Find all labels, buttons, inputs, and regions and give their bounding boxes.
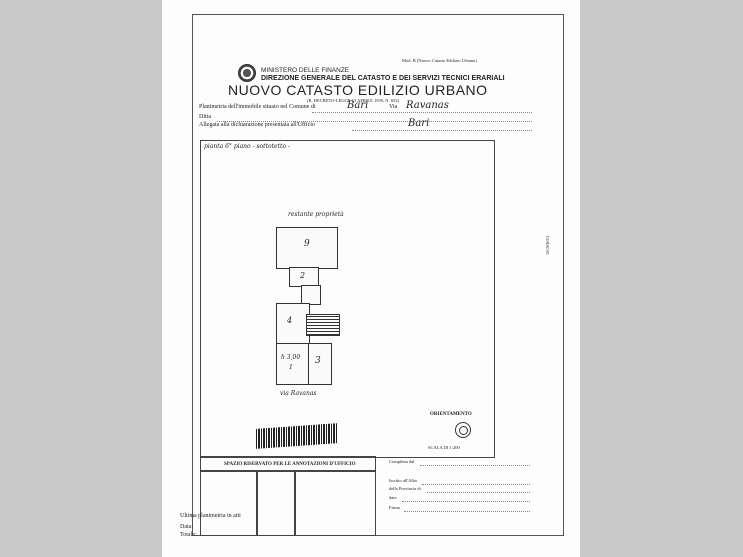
room-1-number: 1 (289, 364, 293, 371)
scale-label: SCALA DI 1:200 (428, 445, 460, 450)
firma-label: Firma (389, 505, 400, 510)
office-box-col-1 (256, 470, 258, 536)
room-9-number: 9 (304, 239, 310, 249)
room-1 (276, 343, 310, 385)
ditta-label: Ditta (199, 114, 211, 120)
via-label: Via (389, 104, 398, 110)
office-space-label: SPAZIO RISERVATO PER LE ANNOTAZIONI D'UFFICIO (224, 462, 356, 467)
ultima-planimetria-label: Ultima planimetria in atti (180, 513, 241, 519)
document-title: NUOVO CATASTO EDILIZIO URBANO (228, 82, 488, 98)
via-value: Ravanas (406, 100, 449, 111)
ministry-name: MINISTERO DELLE FINANZE (261, 67, 350, 74)
iscritto-label: Iscritto all'Albo (389, 478, 418, 483)
orientation-label: ORIENTAMENTO (430, 412, 472, 417)
floor-label: pianta 6° piano - sottotetto - (204, 143, 290, 150)
provincia-label: della Provincia di (389, 486, 421, 491)
totale-label: Totale: (180, 532, 197, 538)
comune-value: Bari (347, 100, 369, 111)
office-box-col-2 (294, 470, 296, 536)
address-line (312, 112, 532, 113)
room-3-number: 3 (315, 356, 321, 366)
planimetria-label: Planimetria dell'immobile situato nel Comune di (199, 104, 316, 110)
compass-icon (455, 422, 471, 438)
firma-line (404, 511, 530, 512)
document-sheet (162, 0, 580, 557)
office-box-divider (200, 470, 376, 472)
plan-area (200, 140, 495, 458)
republic-emblem-icon (238, 64, 256, 82)
room-3 (308, 343, 332, 385)
decree-reference: (R. DECRETO-LEGGE 13 APRILE 1939, N. 652) (307, 98, 400, 103)
courtyard-label: restante proprietà (288, 211, 344, 218)
staircase (306, 314, 340, 336)
directorate-name: DIREZIONE GENERALE DEL CATASTO E DEI SERVIZI TECNICI ERARIALI (261, 75, 505, 82)
room-4 (276, 303, 310, 345)
data-label-2: Data: (180, 524, 193, 530)
allegata-label: Allegata alla dichiarazione presentata all'Ufficio (199, 122, 315, 128)
data-line (402, 501, 530, 502)
room-dimension: h 3,00 (281, 354, 301, 361)
provincia-line (427, 492, 530, 493)
office-annotations-box (200, 456, 376, 536)
data-label: data (389, 495, 397, 500)
ufficio-value: Bari (408, 118, 430, 129)
room-2-number: 2 (300, 271, 306, 280)
side-code: CONSO 83 (545, 236, 550, 255)
room-4-number: 4 (287, 316, 293, 325)
ufficio-line (352, 130, 532, 131)
room-2 (289, 267, 319, 287)
iscritto-line (422, 484, 530, 485)
street-label: via Ravanas (280, 390, 317, 397)
room-9 (276, 227, 338, 269)
form-id: Mod. B (Nuovo Catasto Edilizio Urbano) (402, 58, 477, 63)
compilata-line (420, 465, 530, 466)
compilata-label: Compilata dal (389, 459, 415, 464)
room-small (301, 285, 321, 305)
